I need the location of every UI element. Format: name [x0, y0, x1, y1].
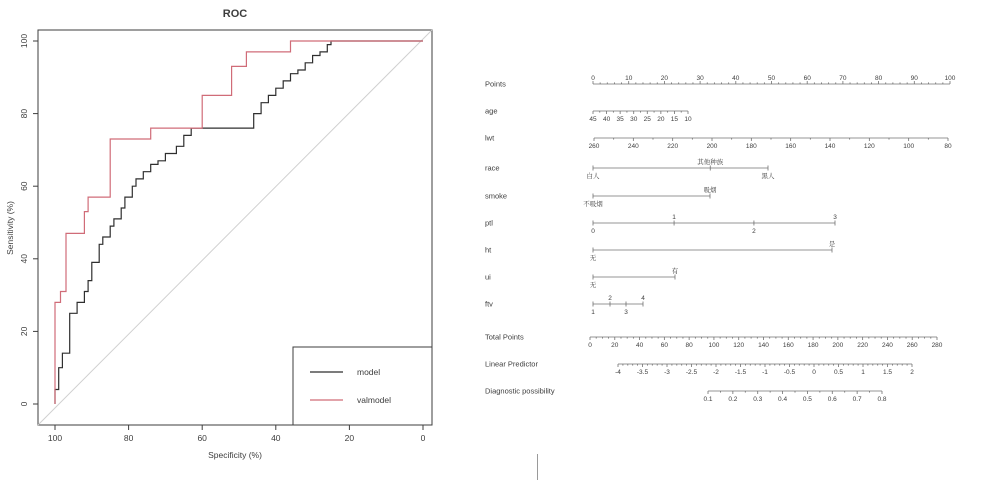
tick-label: 220: [667, 143, 679, 150]
tick-label: 1.5: [882, 369, 893, 376]
tick-label: 260: [906, 342, 918, 349]
tick-label: 120: [863, 143, 875, 150]
cat-label: 白人: [586, 173, 600, 180]
tick-label: 80: [685, 342, 693, 349]
tick-label: 60: [803, 75, 811, 82]
roc-legend: [293, 347, 432, 425]
tick-label: 0.7: [852, 396, 862, 403]
tick-label: 1: [861, 369, 865, 376]
y-tick-label: 20: [19, 326, 29, 337]
tick-label: 80: [944, 143, 952, 150]
tick-label: 40: [635, 342, 644, 349]
cat-label: 2: [608, 295, 612, 302]
tick-label: -1.5: [734, 369, 747, 376]
tick-label: 0.5: [833, 369, 844, 376]
tick-label: 240: [881, 342, 893, 349]
y-tick-label: 40: [19, 254, 29, 264]
tick-label: 200: [706, 143, 718, 150]
nomo-row-label: race: [485, 163, 500, 173]
tick-label: 120: [733, 342, 745, 349]
tick-label: 100: [903, 143, 915, 150]
cat-label: 0: [591, 228, 595, 235]
tick-label: 50: [767, 75, 776, 82]
tick-label: 40: [732, 75, 740, 82]
tick-label: 0.2: [728, 396, 738, 403]
y-tick-label: 60: [19, 181, 29, 191]
tick-label: 100: [708, 342, 720, 349]
y-tick-label: 0: [19, 401, 29, 407]
tick-label: -1: [762, 369, 768, 376]
nomo-row-label: Total Points: [485, 332, 524, 342]
tick-label: 40: [602, 116, 611, 123]
cat-label: 1: [591, 309, 595, 316]
roc-y-axis-label: Sensitivity (%): [5, 201, 15, 255]
tick-label: 20: [657, 116, 665, 123]
tick-label: 160: [782, 342, 794, 349]
tick-label: 2: [910, 369, 914, 376]
cat-label: 有: [671, 268, 679, 275]
legend-label-valmodel: valmodel: [357, 395, 392, 405]
tick-label: 10: [684, 116, 692, 123]
nomo-row-label: smoke: [485, 191, 508, 201]
legend-box: [293, 347, 432, 425]
nomo-row-label: ui: [485, 272, 491, 282]
y-tick-label: 80: [19, 108, 29, 119]
cat-label: 3: [624, 309, 628, 316]
tick-label: 45: [589, 116, 597, 123]
tick-label: 240: [627, 143, 639, 150]
cat-label: 4: [641, 295, 645, 302]
tick-label: 0.3: [753, 396, 763, 403]
tick-label: 160: [785, 143, 797, 150]
tick-label: 20: [660, 75, 669, 82]
roc-title: ROC: [222, 8, 248, 20]
stray-vertical-line: [537, 454, 538, 480]
y-tick-label: 100: [19, 33, 29, 49]
tick-label: 25: [643, 116, 651, 123]
cat-label: 无: [589, 255, 597, 262]
tick-label: 0.4: [778, 396, 788, 403]
tick-label: -4: [615, 369, 621, 376]
tick-label: -2.5: [685, 369, 698, 376]
tick-label: 0.6: [827, 396, 837, 403]
x-tick-label: 0: [420, 433, 426, 443]
tick-label: -3.5: [636, 369, 649, 376]
nomo-row-label: lwt: [485, 133, 495, 143]
nomo-row-label: ftv: [485, 299, 493, 309]
tick-label: 180: [807, 342, 819, 349]
nomo-row-label: age: [485, 106, 498, 116]
cat-label: 是: [828, 241, 836, 248]
tick-label: -0.5: [783, 369, 796, 376]
tick-label: 15: [670, 116, 679, 123]
tick-label: 30: [696, 75, 704, 82]
x-tick-label: 100: [47, 433, 63, 443]
x-tick-label: 80: [123, 433, 134, 443]
nomo-row-label: ptl: [485, 218, 493, 228]
tick-label: 10: [625, 75, 633, 82]
tick-label: 200: [832, 342, 844, 349]
nomo-row-label: Points: [485, 79, 506, 89]
cat-label: 不吸烟: [583, 201, 603, 208]
legend-label-model: model: [357, 367, 381, 377]
cat-label: 2: [752, 228, 756, 235]
x-tick-label: 40: [271, 433, 281, 443]
nomogram-rows: [485, 75, 956, 403]
tick-label: 0.5: [802, 396, 812, 403]
tick-label: 140: [758, 342, 769, 349]
tick-label: 0: [591, 75, 595, 82]
nomo-row-label: Diagnostic possibility: [485, 386, 555, 396]
cat-label: 3: [833, 214, 837, 221]
x-tick-label: 20: [344, 433, 355, 443]
roc-x-axis-label: Specificity (%): [208, 450, 262, 460]
tick-label: 80: [874, 75, 883, 82]
nomo-row-label: Linear Predictor: [485, 359, 538, 369]
tick-label: 0.8: [877, 396, 887, 403]
tick-label: -2: [713, 369, 719, 376]
tick-label: 180: [745, 143, 757, 150]
cat-label: 其他种族: [697, 159, 724, 166]
tick-label: 0.1: [703, 396, 713, 403]
cat-label: 黑人: [761, 173, 775, 180]
cat-label: 1: [672, 214, 676, 221]
tick-label: 260: [588, 143, 600, 150]
tick-label: 35: [616, 116, 624, 123]
tick-label: 70: [839, 75, 847, 82]
tick-label: 0: [812, 369, 816, 376]
tick-label: 20: [611, 342, 619, 349]
nomogram-chart: [460, 0, 1000, 480]
tick-label: -3: [664, 369, 670, 376]
cat-label: 吸烟: [703, 187, 717, 194]
tick-label: 140: [824, 143, 836, 150]
tick-label: 220: [857, 342, 869, 349]
x-tick-label: 60: [197, 433, 207, 443]
tick-label: 100: [944, 75, 956, 82]
roc-chart: [0, 0, 460, 480]
tick-label: 60: [660, 342, 668, 349]
tick-label: 30: [630, 116, 638, 123]
tick-label: 90: [910, 75, 918, 82]
nomo-row-label: ht: [485, 245, 492, 255]
cat-label: 无: [589, 282, 597, 289]
tick-label: 0: [588, 342, 592, 349]
tick-label: 280: [931, 342, 943, 349]
